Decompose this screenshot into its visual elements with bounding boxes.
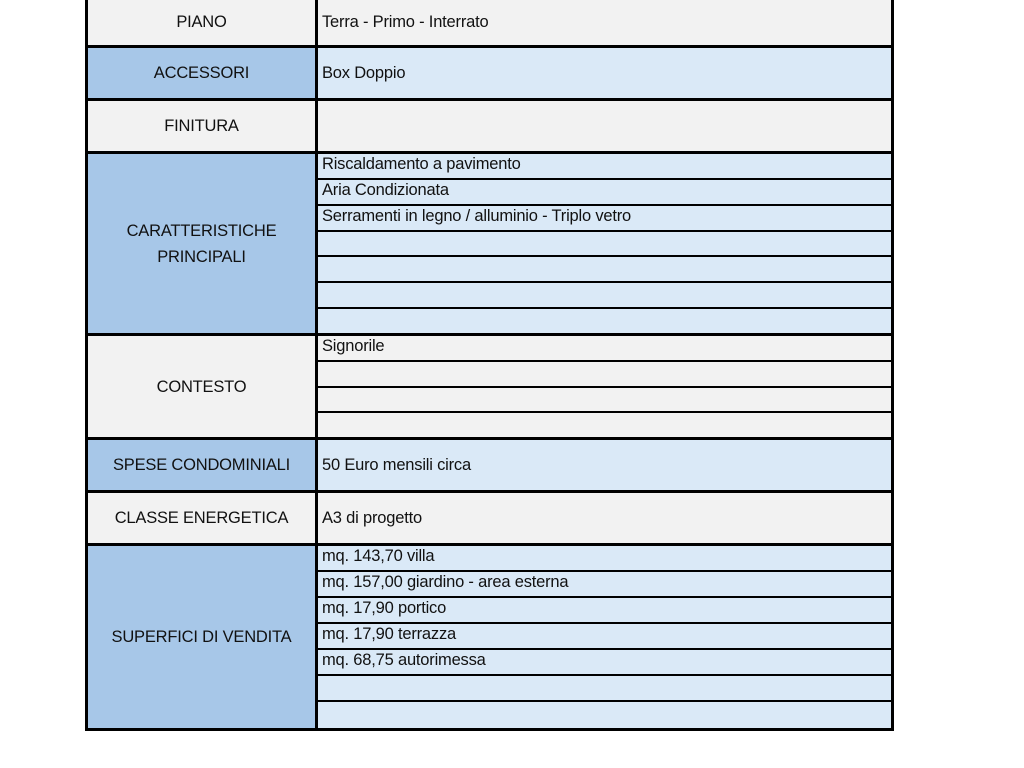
value-line: 50 Euro mensili circa	[322, 455, 471, 474]
row-label: SUPERFICI DI VENDITA	[111, 628, 292, 646]
row-label: PIANO	[176, 13, 227, 31]
table-row	[88, 493, 891, 546]
value-line: Riscaldamento a pavimento	[318, 154, 891, 180]
row-label-cell	[88, 101, 318, 151]
property-details-table	[85, 0, 894, 731]
value-line	[318, 257, 891, 283]
table-row	[88, 0, 891, 48]
value-line: mq. 17,90 portico	[318, 598, 891, 624]
value-line: Aria Condizionata	[318, 180, 891, 206]
value-line: A3 di progetto	[322, 508, 422, 527]
row-label-cell	[88, 440, 318, 490]
value-line: Terra - Primo - Interrato	[322, 12, 489, 31]
row-label: CLASSE ENERGETICA	[114, 509, 289, 527]
row-values-cell	[318, 440, 891, 490]
value-line	[318, 283, 891, 309]
value-line: mq. 17,90 terrazza	[318, 624, 891, 650]
row-values-cell	[318, 48, 891, 98]
row-values-cell	[318, 546, 891, 728]
row-label-cell	[88, 336, 318, 437]
row-label: SPESE CONDOMINIALI	[112, 456, 291, 474]
table-row	[88, 154, 891, 336]
row-label-cell	[88, 154, 318, 333]
row-label: FINITURA	[164, 117, 239, 135]
value-line: mq. 143,70 villa	[318, 546, 891, 572]
value-line: Box Doppio	[322, 63, 406, 82]
table-row	[88, 48, 891, 101]
value-line	[318, 413, 891, 437]
table-row	[88, 101, 891, 154]
row-label: CARATTERISTICHE PRINCIPALI	[126, 221, 277, 266]
value-line: Signorile	[318, 336, 891, 362]
table-row	[88, 440, 891, 493]
row-values-cell	[318, 0, 891, 45]
row-values-cell	[318, 336, 891, 437]
table-row	[88, 546, 891, 728]
row-label-cell	[88, 493, 318, 543]
row-label-cell	[88, 546, 318, 728]
value-line	[318, 309, 891, 333]
row-values-cell	[318, 101, 891, 151]
value-line: mq. 157,00 giardino - area esterna	[318, 572, 891, 598]
row-label-cell	[88, 0, 318, 45]
value-line	[318, 676, 891, 702]
value-line	[318, 702, 891, 726]
value-line	[318, 232, 891, 258]
table-row	[88, 336, 891, 440]
row-label: CONTESTO	[156, 377, 247, 396]
row-values-cell	[318, 154, 891, 333]
row-label: ACCESSORI	[153, 64, 250, 82]
value-line	[318, 101, 891, 151]
row-label-cell	[88, 48, 318, 98]
value-line: mq. 68,75 autorimessa	[318, 650, 891, 676]
value-line: Serramenti in legno / alluminio - Triplo vetro	[318, 206, 891, 232]
value-line	[318, 388, 891, 414]
value-line	[318, 362, 891, 388]
row-values-cell	[318, 493, 891, 543]
